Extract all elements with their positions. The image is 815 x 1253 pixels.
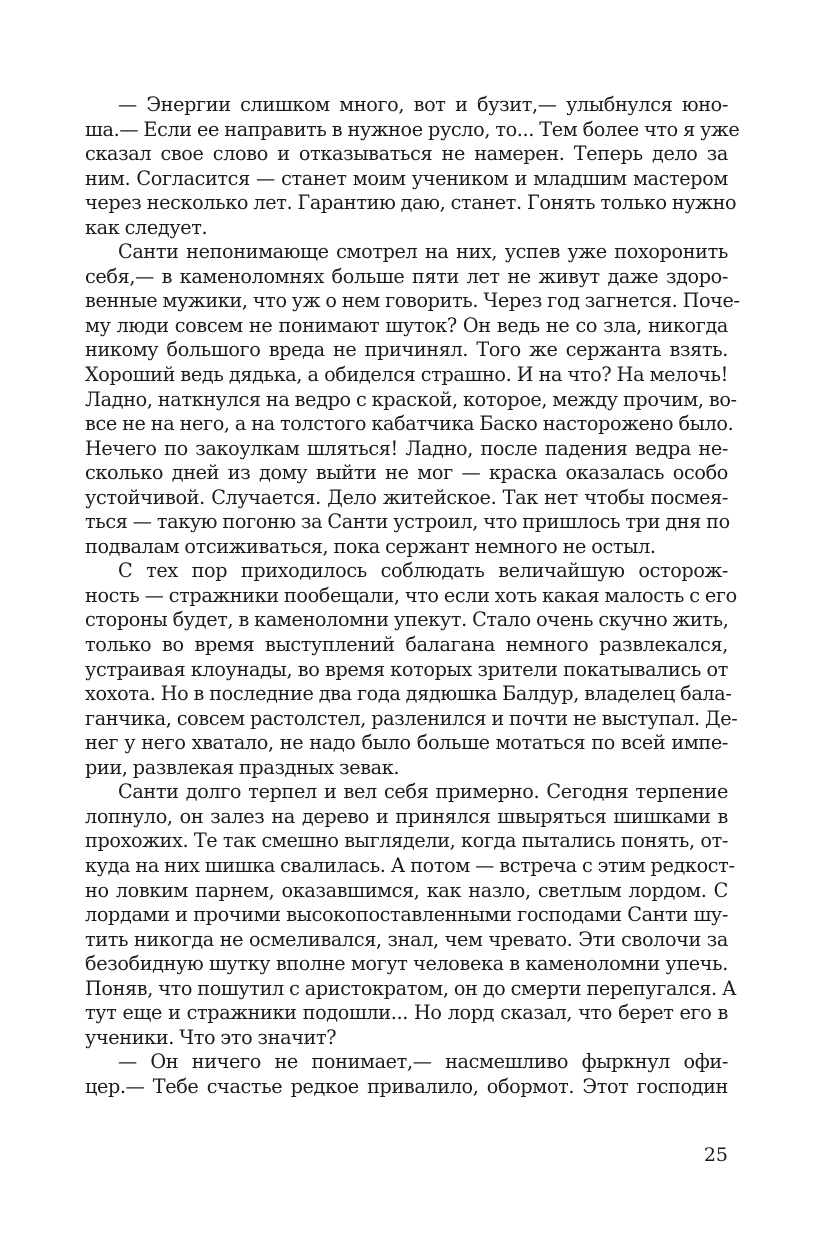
text-line: через несколько лет. Гарантию даю, станет. Гонять только нужно bbox=[85, 191, 737, 215]
text-line: подвалам отсиживаться, пока сержант немного не остыл. bbox=[85, 534, 656, 558]
text-line: ним. Согласится — станет моим учеником и младшим мастером bbox=[85, 166, 728, 190]
text-line: нег у него хватало, не надо было больше мотаться по всей импе- bbox=[85, 731, 728, 755]
text-line: только во время выступлений балагана немного развлекался, bbox=[85, 633, 728, 657]
paragraph bbox=[85, 559, 738, 780]
text-line: безобидную шутку вполне могут человека в каменоломни упечь. bbox=[85, 952, 728, 976]
text-line: Хороший ведь дядька, а обиделся страшно. И на что? На мелочь! bbox=[85, 363, 728, 387]
text-line: ганчика, совсем растолстел, разленился и почти не выступал. Де- bbox=[85, 706, 738, 730]
page-number: 25 bbox=[703, 1144, 728, 1166]
text-line: ность — стражники пообещали, что если хоть какая малость с его bbox=[85, 583, 737, 607]
text-line: лордами и прочими высокопоставленными господами Санти шу- bbox=[85, 903, 728, 927]
text-line: никому большого вреда не причинял. Того же сержанта взять. bbox=[85, 338, 728, 362]
text-line: — Энергии слишком много, вот и бузит,— улыбнулся юно- bbox=[118, 93, 728, 116]
text-line: себя,— в каменоломнях больше пяти лет не живут даже здоро- bbox=[85, 264, 728, 288]
text-line: цер.— Тебе счастье редкое привалило, обормот. Этот господин bbox=[85, 1074, 728, 1098]
text-line: Ладно, наткнулся на ведро с краской, которое, между прочим, во- bbox=[85, 387, 737, 411]
text-line: ться — такую погоню за Санти устроил, что пришлось три дня по bbox=[85, 510, 730, 534]
text-line: как следует. bbox=[85, 215, 208, 239]
text-line: устойчивой. Случается. Дело житейское. Так нет чтобы посмея- bbox=[85, 485, 728, 509]
text-line: куда на них шишка свалилась. А потом — встреча с этим редкост- bbox=[85, 853, 735, 877]
paragraph bbox=[85, 93, 740, 240]
text-line: прохожих. Те так смешно выглядели, когда пытались понять, от- bbox=[85, 829, 728, 853]
text-line: Санти непонимающе смотрел на них, успев уже похоронить bbox=[118, 240, 728, 264]
body-text bbox=[85, 93, 740, 1099]
text-line: ученики. Что это значит? bbox=[85, 1025, 337, 1049]
text-line: ша.— Если ее направить в нужное русло, то... Тем более что я уже bbox=[85, 117, 740, 141]
paragraph bbox=[85, 1050, 728, 1099]
text-line: — Он ничего не понимает,— насмешливо фыркнул офи- bbox=[118, 1050, 728, 1074]
text-line: хохота. Но в последние два года дядюшка Балдур, владелец бала- bbox=[85, 682, 732, 706]
text-line: Поняв, что пошутил с аристократом, он до смерти перепугался. А bbox=[85, 976, 737, 1000]
text-line: все не на него, а на толстого кабатчика Баско насторожено было. bbox=[85, 412, 734, 436]
paragraph bbox=[85, 240, 740, 559]
text-line: сколько дней из дому выйти не мог — краска оказалась особо bbox=[85, 461, 728, 485]
text-line: венные мужики, что уж о нем говорить. Через год загнется. Поче- bbox=[85, 289, 740, 313]
text-line: лопнуло, он залез на дерево и принялся швыряться шишками в bbox=[85, 804, 728, 828]
text-line: Санти долго терпел и вел себя примерно. Сегодня терпение bbox=[118, 780, 728, 804]
text-line: му люди совсем не понимают шуток? Он ведь не со зла, никогда bbox=[85, 313, 728, 337]
text-line: тут еще и стражники подошли... Но лорд сказал, что берет его в bbox=[85, 1001, 728, 1025]
text-line: Нечего по закоулкам шляться! Ладно, после падения ведра не- bbox=[85, 436, 728, 460]
text-line: рии, развлекая праздных зевак. bbox=[85, 755, 400, 779]
text-line: сказал свое слово и отказываться не намерен. Теперь дело за bbox=[85, 142, 728, 166]
paragraph bbox=[85, 780, 737, 1050]
text-line: стороны будет, в каменоломни упекут. Стало очень скучно жить, bbox=[85, 608, 729, 632]
text-line: но ловким парнем, оказавшимся, как назло, светлым лордом. С bbox=[85, 878, 728, 902]
text-line: С тех пор приходилось соблюдать величайшую осторож- bbox=[118, 559, 728, 583]
text-line: устраивая клоунады, во время которых зрители покатывались от bbox=[85, 657, 728, 681]
text-line: тить никогда не осмеливался, знал, чем чревато. Эти сволочи за bbox=[85, 927, 728, 951]
